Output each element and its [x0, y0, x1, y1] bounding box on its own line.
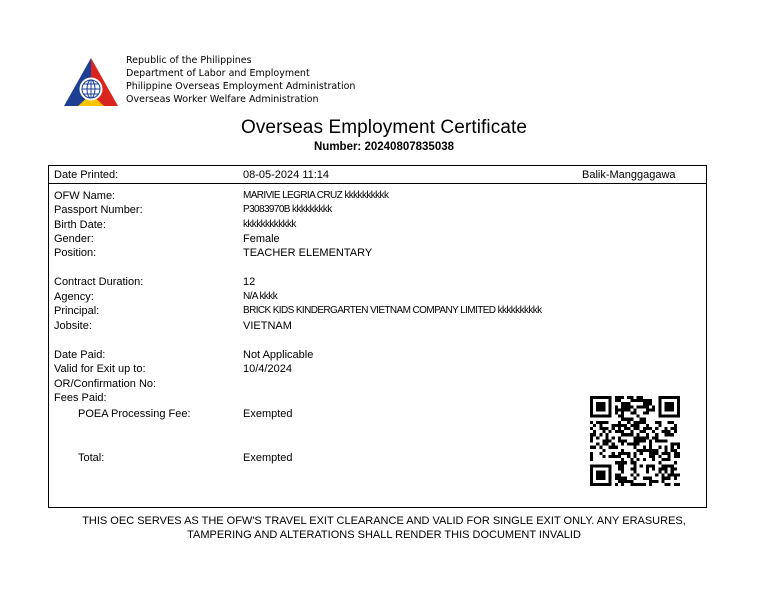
ofw-name-value: MARIVIE LEGRIA CRUZ kkkkkkkkkk — [243, 190, 389, 201]
or-confirmation-label: OR/Confirmation No: — [54, 378, 157, 390]
position-value: TEACHER ELEMENTARY — [243, 247, 373, 259]
ofw-name-label: OFW Name: — [54, 190, 116, 202]
date-printed-label: Date Printed: — [54, 169, 119, 181]
gender-value: Female — [243, 233, 280, 245]
agency-line-republic: Republic of the Philippines — [126, 55, 252, 66]
agency-label: Agency: — [54, 291, 94, 303]
agency-lines — [126, 54, 446, 106]
date-paid-label: Date Paid: — [54, 349, 106, 361]
agency-line-owwa: Overseas Worker Welfare Administration — [126, 94, 319, 105]
passport-number-value: P3083970B kkkkkkkkk — [243, 204, 332, 215]
certificate-number: Number: 20240807835038 — [313, 141, 455, 153]
agency-value: N/A kkkk — [243, 291, 278, 302]
agency-line-dole: Department of Labor and Employment — [126, 68, 310, 79]
qr-code-icon — [590, 396, 680, 486]
principal-label: Principal: — [54, 305, 100, 317]
contract-duration-label: Contract Duration: — [54, 276, 144, 288]
jobsite-value: VIETNAM — [243, 320, 292, 332]
oec-disclaimer — [0, 514, 768, 542]
valid-for-exit-label: Valid for Exit up to: — [54, 363, 146, 375]
disclaimer-line-1: THIS OEC SERVES AS THE OFW'S TRAVEL EXIT CLEARANCE AND VALID FOR SINGLE EXIT ONLY. ANY ERASURES, — [82, 515, 686, 527]
total-label: Total: — [78, 452, 105, 464]
jobsite-label: Jobsite: — [54, 320, 92, 332]
poea-fee-label: POEA Processing Fee: — [78, 408, 191, 420]
date-printed-value: 08-05-2024 11:14 — [243, 169, 330, 181]
certificate-details-box — [48, 165, 707, 508]
passport-number-label: Passport Number: — [54, 204, 143, 216]
position-label: Position: — [54, 247, 97, 259]
agency-line-poea: Philippine Overseas Employment Administration — [126, 81, 356, 92]
date-printed-row — [49, 166, 706, 184]
fees-paid-label: Fees Paid: — [54, 392, 107, 404]
birth-date-value: kkkkkkkkkkkk — [243, 219, 296, 230]
disclaimer-line-2: TAMPERING AND ALTERATIONS SHALL RENDER THIS DOCUMENT INVALID — [187, 529, 581, 541]
total-value: Exempted — [243, 452, 293, 464]
gender-label: Gender: — [54, 233, 94, 245]
birth-date-label: Birth Date: — [54, 219, 106, 231]
certificate-title: Overseas Employment Certificate — [240, 117, 528, 138]
principal-value: BRICK KIDS KINDERGARTEN VIETNAM COMPANY LIMITED kkkkkkkkkk — [243, 305, 542, 316]
dole-logo-icon — [60, 56, 122, 110]
valid-for-exit-value: 10/4/2024 — [243, 363, 292, 375]
contract-duration-value: 12 — [243, 276, 256, 288]
date-paid-value: Not Applicable — [243, 349, 314, 361]
poea-fee-value: Exempted — [243, 408, 293, 420]
worker-category: Balik-Manggagawa — [582, 169, 676, 181]
